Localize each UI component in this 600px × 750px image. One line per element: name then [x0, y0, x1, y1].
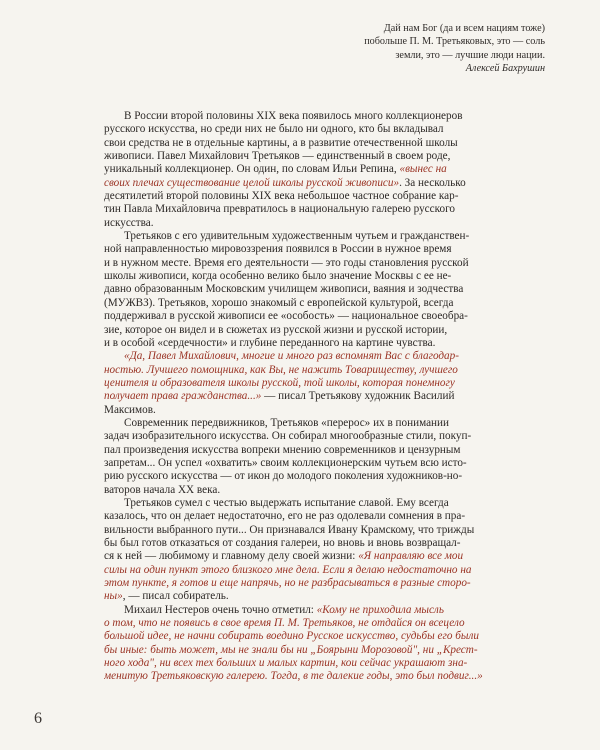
text-line: [104, 310, 544, 323]
text-line: [104, 150, 544, 163]
body-text: рию русского искусства — от икон до молодого поколения художников-но-: [104, 470, 463, 483]
text-line: [104, 537, 544, 550]
body-text: школы живописи, когда особенно велико было значение Москвы с ее не-: [104, 270, 452, 283]
quote-text: ностью. Лучшего помощника, как Вы, не нажить Товариществу, лучшего: [104, 363, 458, 376]
paragraph: [104, 604, 544, 684]
quote-text: бы иные: быть может, мы не знали бы ни „Боярыни Морозовой", ни „Крест-: [104, 643, 478, 656]
body-text: вильности выбранного пути... Он признавался Ивану Крамскому, что трижды: [104, 523, 475, 536]
text-line: [104, 510, 544, 523]
text-line: [104, 270, 544, 283]
body-text: Третьяков с его удивительным художественным чутьем и гражданствен-: [124, 230, 470, 243]
quote-text: ного хода", ни всех тех больших и малых картин, кои сейчас украшают зна-: [104, 657, 468, 670]
text-line: [104, 644, 544, 657]
epigraph: [300, 22, 545, 76]
paragraph: [104, 110, 544, 230]
body-text: , — писал собиратель.: [122, 590, 229, 603]
body-text: русского искусства, но среди них не было ни одного, кто бы вкладывал: [104, 123, 444, 136]
text-line: [104, 417, 544, 430]
body-text: задач изобразительного искусства. Он собирал многообразные стили, покуп-: [104, 430, 472, 443]
epigraph-line: Дай нам Бог (да и всем нациям тоже): [383, 23, 545, 34]
text-line: [104, 137, 544, 150]
text-line: [104, 177, 544, 190]
text-line: [104, 670, 544, 683]
text-line: [104, 630, 544, 643]
body-text: Михаил Нестеров очень точно отметил:: [124, 603, 317, 616]
text-line: [104, 283, 544, 296]
body-text: . За несколько: [399, 176, 466, 189]
body-text: Современник передвижников, Третьяков «перерос» их в понимании: [124, 416, 450, 429]
text-line: [104, 470, 544, 483]
body-text: поддерживал в русской живописи ее «особость» — национальное своеобра-: [104, 310, 468, 323]
text-line: [104, 110, 544, 123]
text-line: [104, 444, 544, 457]
body-text: В России второй половины XIX века появилось много коллекционеров: [124, 110, 463, 122]
text-line: [104, 203, 544, 216]
text-line: [104, 550, 544, 563]
text-line: [104, 390, 544, 403]
body-text: живописи. Павел Михайлович Третьяков — единственный в своем роде,: [104, 150, 451, 163]
text-line: [104, 497, 544, 510]
body-text: казалось, что он делает недостаточно, его не раз одолевали сомнения в пра-: [104, 510, 466, 523]
text-line: [104, 564, 544, 577]
text-line: [104, 604, 544, 617]
body-text: ной направленностью мировоззрения появился в России в нужное время: [104, 243, 452, 256]
paragraph: [104, 497, 544, 604]
quote-text: «Я направляю все мои: [358, 550, 464, 563]
body-text: — писал Третьякову художник Василий: [261, 390, 455, 403]
text-line: [104, 617, 544, 630]
quote-text: получает права гражданства...»: [104, 390, 262, 403]
text-line: [104, 217, 544, 230]
text-line: [104, 430, 544, 443]
quote-text: большой идее, не начни собирать воедино Русское искусство, судьбы его были: [104, 630, 479, 643]
text-line: [104, 524, 544, 537]
page-number: 6: [34, 710, 42, 727]
body-text: тин Павла Михайловича превратилось в национальную галерею русского: [104, 203, 455, 216]
quote-text: ценителя и образователя школы русской, той школы, которая понемногу: [104, 376, 455, 389]
quote-text: этом пункте, я готов и еще напрячь, но не разбрасываться в разные сторо-: [104, 577, 471, 590]
epigraph-line: побольше П. М. Третьяковых, это — соль: [364, 36, 545, 48]
body-text: десятилетий второй половины XIX века небольшое частное собрание кар-: [104, 190, 459, 203]
text-line: [104, 230, 544, 243]
paragraph: [104, 230, 544, 350]
body-text: и в особой «сердечности» и глубине переданного на картине чувства.: [104, 336, 436, 349]
quote-text: менитую Третьяковскую галерею. Тогда, в те далекие годы, это был подвиг...»: [104, 670, 483, 683]
body-text: искусства.: [104, 216, 154, 229]
quote-text: «Кому не приходила мысль: [316, 603, 444, 616]
quote-text: своих плечах существование целой школы русской живописи»: [104, 176, 400, 189]
text-line: [104, 377, 544, 390]
quote-text: силы на один пункт этого близкого мне дела. Если я делаю недостаточно на: [104, 563, 472, 576]
body-text: Третьяков сумел с честью выдержать испытание славой. Ему всегда: [124, 496, 449, 509]
body-text: ваторов начала XX века.: [104, 483, 221, 496]
text-line: [104, 324, 544, 337]
epigraph-line: земли, это — лучшие люди нации.: [395, 49, 545, 61]
text-line: [104, 243, 544, 256]
quote-text: ны»: [104, 590, 123, 603]
text-line: [104, 364, 544, 377]
epigraph-author: Алексей Бахрушин: [465, 63, 545, 75]
body-text: и в нужном месте. Время его деятельности — это годы становления русской: [104, 256, 469, 269]
body-text: (МУЖВЗ). Третьяков, хорошо знакомый с европейской культурой, всегда: [104, 296, 454, 309]
text-line: [104, 657, 544, 670]
main-text: [104, 110, 544, 684]
quote-text: «Да, Павел Михайлович, многие и много раз вспомнят Вас с благодар-: [124, 350, 459, 363]
paragraph: [104, 417, 544, 497]
text-line: [104, 350, 544, 363]
text-line: [104, 457, 544, 470]
text-line: [104, 163, 544, 176]
text-line: [104, 190, 544, 203]
quote-text: «вынес на: [399, 163, 447, 176]
body-text: запретам... Он успел «охватить» своим коллекционерским чутьем всю исто-: [104, 456, 467, 469]
body-text: давно образованным Московским училищем живописи, ваяния и зодчества: [104, 283, 464, 296]
body-text: свои средства не в отдельные картины, а в развитие отечественной школы: [104, 136, 458, 149]
body-text: ся к ней — любимому и главному делу своей жизни:: [104, 550, 359, 563]
body-text: пал произведения искусства вопреки мнению современников и цензурным: [104, 443, 461, 456]
text-line: [104, 257, 544, 270]
text-line: [104, 297, 544, 310]
body-text: бы был готов отказаться от создания галереи, но вновь и вновь возвращал-: [104, 537, 461, 549]
body-text: Максимов.: [104, 403, 156, 416]
body-text: уникальный коллекционер. Он один, по словам Ильи Репина,: [104, 163, 400, 176]
quote-text: о том, что не появись в свое время П. М. Третьяков, не отдайся он всецело: [104, 617, 465, 630]
text-line: [104, 484, 544, 497]
text-line: [104, 404, 544, 417]
body-text: зие, которое он видел и в сюжетах из русской жизни и русской истории,: [104, 323, 448, 336]
text-line: [104, 590, 544, 603]
text-line: [104, 577, 544, 590]
text-line: [104, 123, 544, 136]
paragraph: [104, 350, 544, 417]
text-line: [104, 337, 544, 350]
